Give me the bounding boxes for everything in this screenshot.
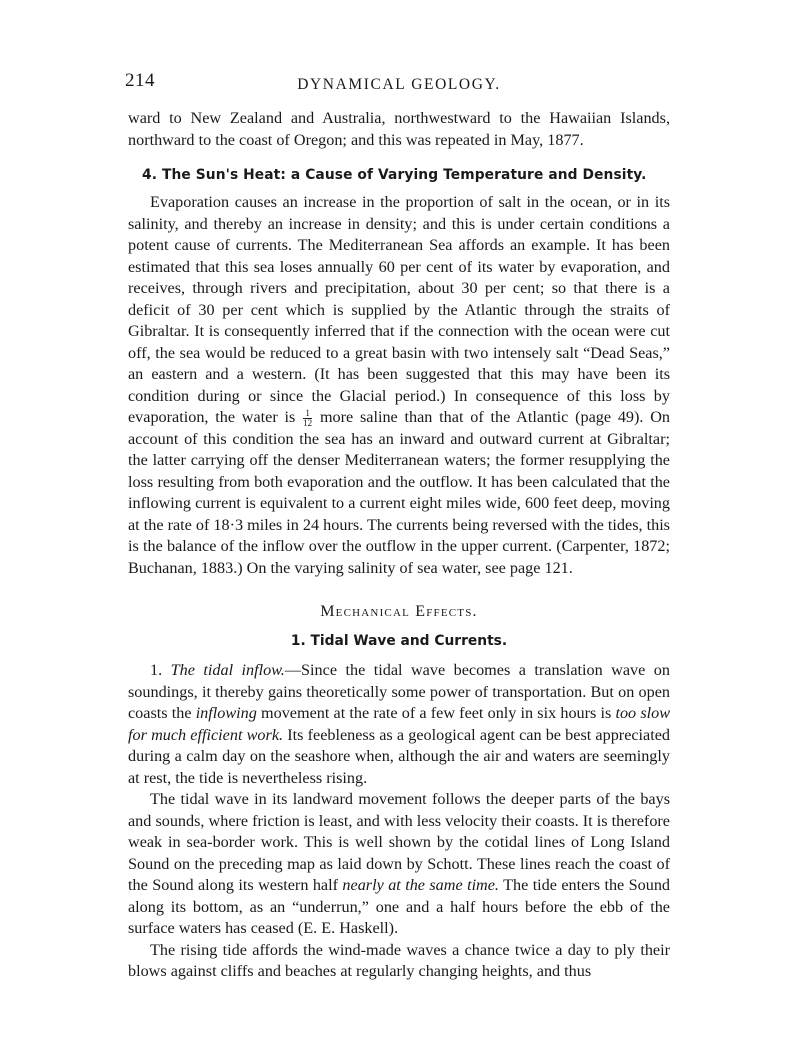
paragraph-evaporation-part1: Evaporation causes an increase in the proportion of salt in the ocean, or in its salinity, and thereby an increase in density; and this is under certain conditions a potent cause of currents. The Mediterranean Sea affords an example. It has been estimated that this sea loses annually 60 per cent of its water by evaporation, and receives, through rivers and precipitation, about 30 per cent; so that there is a deficit of 30 per cent which is supplied by the Atlantic through the straits of Gibraltar. It is consequently inferred that if the connection with the ocean were cut off, the sea would be reduced to a great basin with two intensely salt “Dead Seas,” an eastern and a western. (It has been suggested that this may have been its condition during or since the Glacial period.) In consequence of this loss by evaporation, the water is: [128, 193, 670, 426]
continuation-paragraph: ward to New Zealand and Australia, northwestward to the Hawaiian Islands, northward to the coast of Oregon; and this was repeated in May, 1877.: [128, 109, 670, 149]
italic-nearly-same-time: nearly at the same time.: [342, 876, 499, 894]
fraction-numerator: 1: [303, 409, 312, 419]
paragraph-tidal-inflow-text-c: movement at the rate of a few feet only in six hours is: [261, 704, 612, 722]
paragraph-rising-tide: The rising tide affords the wind-made waves a chance twice a day to ply their blows against cliffs and beaches at regularly changing heights, and thus: [128, 940, 670, 980]
fraction-denominator: 12: [303, 417, 313, 428]
running-head: [125, 70, 670, 100]
running-title: DYNAMICAL GEOLOGY.: [297, 76, 501, 93]
italic-too-slow: too slow for much efficient work.: [128, 704, 671, 744]
chapter-heading-mechanical-effects: Mechanical Effects.: [320, 603, 478, 620]
paragraph-evaporation: [128, 192, 670, 579]
section-heading-suns-heat: 4. The Sun's Heat: a Cause of Varying Temperature and Density.: [142, 167, 647, 183]
paragraph-landward-text-c: The tide enters the Sound along its bottom, as an “underrun,” one and a half hours before the ebb of the surface waters has ceased (E. E. Haskell).: [128, 876, 671, 937]
paragraph-tidal-inflow-text-e: Its feebleness as a geological agent can be best appreciated during a calm day on the seashore when, although the air and waters are seemingly at rest, the tide is nevertheless rising.: [128, 725, 671, 787]
paragraph-landward-text-a: The tidal wave in its landward movement follows the deeper parts of the bays and sounds, where friction is least, and with less velocity their coasts. It is therefore weak in sea-border work. This is well shown by the cotidal lines of Long Island Sound on the preceding map as laid down by Schott. These lines reach the coast of the Sound along its western half: [128, 790, 670, 894]
page-number: 214: [125, 70, 155, 91]
paragraph-tidal-inflow: [128, 660, 670, 789]
paragraph-number: 1.: [150, 661, 163, 679]
italic-tidal-inflow-title: The tidal inflow.: [170, 661, 285, 679]
italic-inflowing: inflowing: [195, 704, 257, 722]
paragraph-tidal-wave-landward: [128, 789, 670, 940]
fraction-one-twelfth: [303, 409, 312, 428]
paragraph-evaporation-part2: more saline than that of the Atlantic (page 49). On account of this condition the sea has an inward and outward current at Gibraltar; the latter carrying off the denser Mediterranean waters; the former resupplying the loss resulting from both evaporation and the outflow. It has been calculated that the inflowing current is equivalent to a current eight miles wide, 600 feet deep, moving at the rate of 18·3 miles in 24 hours. The currents being reversed with the tides, this is the balance of the inflow over the outflow in the upper current. (Carpenter, 1872; Buchanan, 1883.) On the varying salinity of sea water, see page 121.: [128, 408, 671, 577]
book-page: [125, 70, 671, 983]
subheading-tidal-wave: 1. Tidal Wave and Currents.: [290, 633, 508, 649]
paragraph-tidal-inflow-text-a: —Since the tidal wave becomes a translation wave on soundings, it thereby gains theoretically some power of transportation. But on open coasts the: [128, 661, 670, 722]
